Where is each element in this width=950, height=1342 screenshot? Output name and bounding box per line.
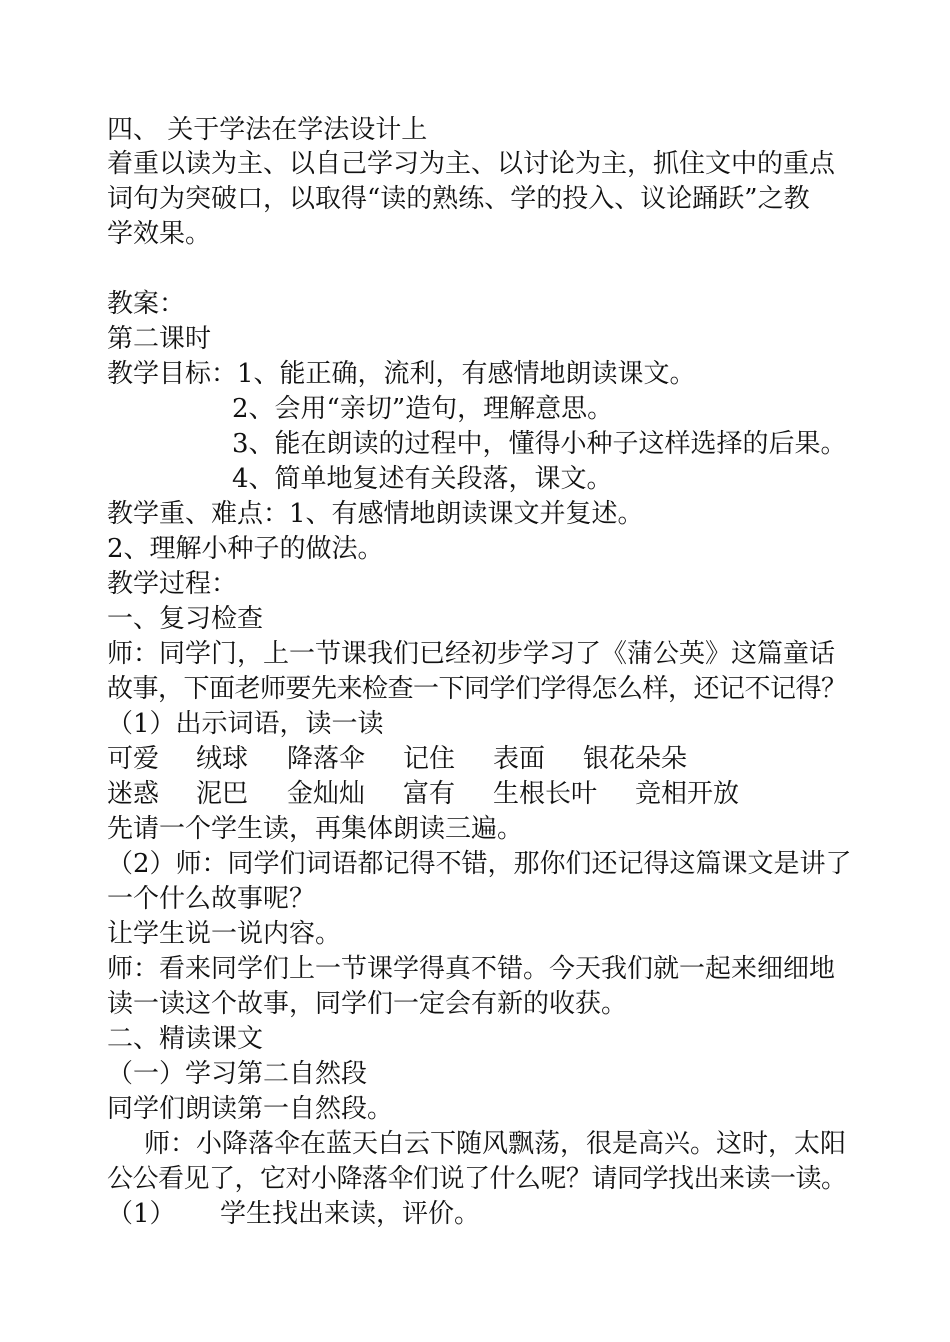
teaching-process-label: 教学过程： bbox=[107, 569, 238, 599]
vocab-word: 迷惑 bbox=[107, 779, 160, 809]
vocab-word: 可爱 bbox=[107, 744, 160, 774]
teaching-goal-2: 2、会用“亲切”造句，理解意思。 bbox=[232, 394, 614, 424]
read-instruction: 先请一个学生读，再集体朗读三遍。 bbox=[107, 814, 524, 844]
class-period: 第二课时 bbox=[107, 324, 212, 354]
lesson-plan-label: 教案： bbox=[107, 289, 186, 319]
vocab-word: 生根长叶 bbox=[493, 779, 598, 809]
teaching-goal-1: 教学目标：1、能正确，流利，有感情地朗读课文。 bbox=[107, 359, 696, 389]
step-heading: 二、精读课文 bbox=[107, 1024, 264, 1054]
step-heading: 一、复习检查 bbox=[107, 604, 264, 634]
vocab-row bbox=[107, 777, 887, 811]
show-words-line: （1）出示词语，读一读 bbox=[107, 709, 384, 739]
teaching-goal-4: 4、简单地复述有关段落，课文。 bbox=[232, 464, 613, 494]
teacher-line: 师：看来同学们上一节课学得真不错。今天我们就一起来细细地 bbox=[107, 954, 836, 984]
vocab-word: 金灿灿 bbox=[287, 779, 366, 809]
section4-paragraph-line: 词句为突破口，以取得“读的熟练、学的投入、议论踊跃”之教 bbox=[107, 184, 810, 214]
section4-paragraph-line: 学效果。 bbox=[107, 219, 212, 249]
vocab-word: 表面 bbox=[493, 744, 546, 774]
vocab-row bbox=[107, 742, 887, 776]
section4-heading: 四、 关于学法在学法设计上 bbox=[107, 115, 428, 145]
vocab-word: 绒球 bbox=[196, 744, 249, 774]
teacher-line: 公公看见了，它对小降落伞们说了什么呢？请同学找出来读一读。 bbox=[107, 1164, 847, 1194]
section4-paragraph-line: 着重以读为主、以自己学习为主、以讨论为主，抓住文中的重点 bbox=[107, 149, 836, 179]
vocab-word: 降落伞 bbox=[287, 744, 366, 774]
vocab-word: 富有 bbox=[403, 779, 456, 809]
vocab-word: 泥巴 bbox=[196, 779, 249, 809]
teacher-line: 故事，下面老师要先来检查一下同学们学得怎么样，还记不记得？ bbox=[107, 674, 847, 704]
reading-instruction: 同学们朗读第一自然段。 bbox=[107, 1094, 394, 1124]
teacher-line: 读一读这个故事，同学们一定会有新的收获。 bbox=[107, 989, 628, 1019]
sub-heading: （一）学习第二自然段 bbox=[107, 1059, 368, 1089]
teacher-line: 师：小降落伞在蓝天白云下随风飘荡，很是高兴。这时，太阳 bbox=[144, 1129, 847, 1159]
item-label: （1） bbox=[107, 1199, 176, 1229]
vocab-word: 记住 bbox=[403, 744, 456, 774]
question-line: （2）师：同学们词语都记得不错，那你们还记得这篇课文是讲了 bbox=[107, 849, 852, 879]
item-text: 学生找出来读，评价。 bbox=[220, 1199, 481, 1229]
key-points-line: 2、理解小种子的做法。 bbox=[107, 534, 384, 564]
key-points-line: 教学重、难点：1、有感情地朗读课文并复述。 bbox=[107, 499, 644, 529]
vocab-word: 竞相开放 bbox=[635, 779, 740, 809]
teaching-goal-3: 3、能在朗读的过程中，懂得小种子这样选择的后果。 bbox=[232, 429, 847, 459]
question-line: 一个什么故事呢？ bbox=[107, 884, 316, 914]
teacher-line: 师：同学门，上一节课我们已经初步学习了《蒲公英》这篇童话 bbox=[107, 639, 836, 669]
student-activity: 让学生说一说内容。 bbox=[107, 919, 342, 949]
vocab-word: 银花朵朵 bbox=[583, 744, 688, 774]
